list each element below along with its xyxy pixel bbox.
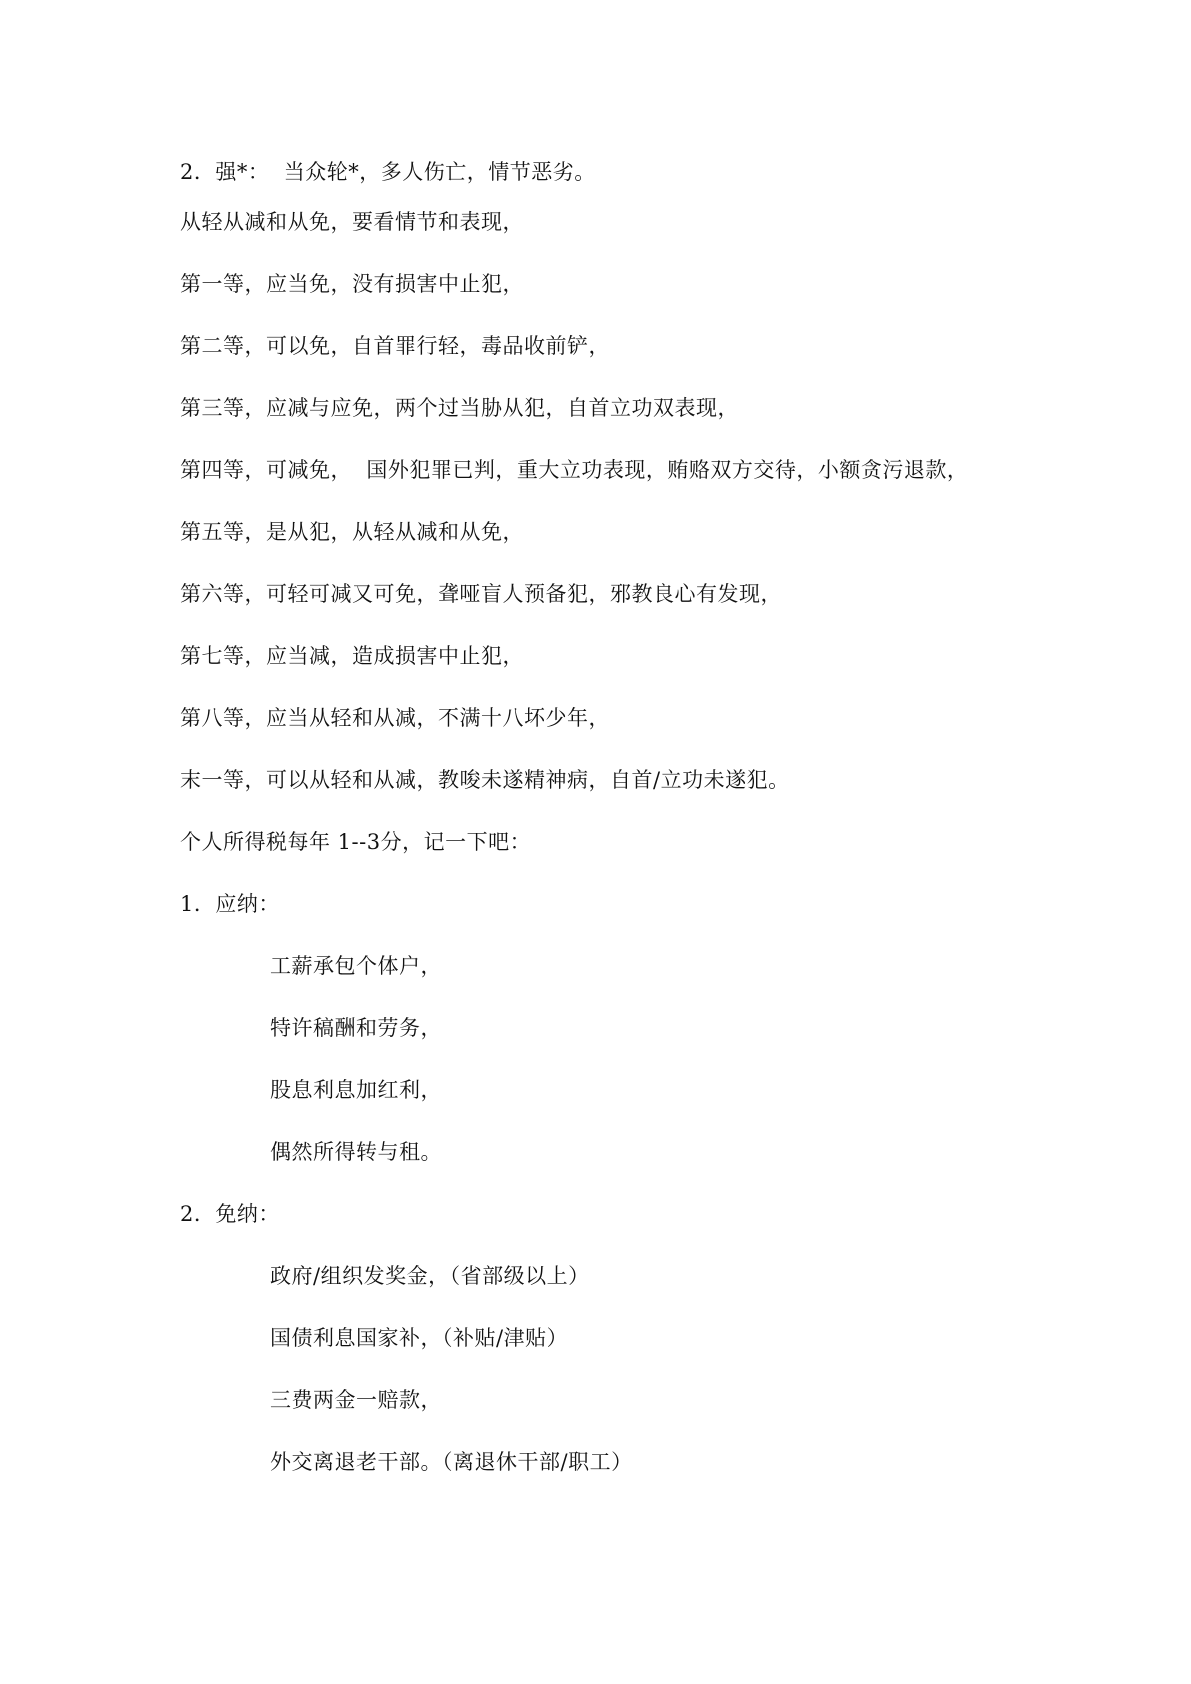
list-item-exempt-1: 政府/组织发奖金，（省部级以上） (270, 1264, 590, 1288)
list-item-exempt-4: 外交离退老干部。（离退休干部/职工） (270, 1450, 633, 1474)
text-line-robbery: 2．强*： 当众轮*，多人伤亡，情节恶劣。 (180, 160, 596, 184)
text-line-tax-intro: 个人所得税每年 1--3分，记一下吧： (180, 830, 532, 854)
text-line-level-2: 第二等，可以免，自首罪行轻，毒品收前铲， (180, 334, 610, 358)
text-line-last-level: 末一等，可以从轻和从减，教唆未遂精神病，自首/立功未遂犯。 (180, 768, 790, 792)
list-item-taxable-3: 股息利息加红利， (270, 1078, 442, 1102)
list-item-taxable-2: 特许稿酬和劳务， (270, 1016, 442, 1040)
text-line-level-8: 第八等，应当从轻和从减，不满十八坏少年， (180, 706, 610, 730)
list-item-exempt-3: 三费两金一赔款， (270, 1388, 442, 1412)
text-line-level-3: 第三等，应减与应免，两个过当胁从犯，自首立功双表现， (180, 396, 739, 420)
text-line-level-6: 第六等，可轻可减又可免，聋哑盲人预备犯，邪教良心有发现， (180, 582, 782, 606)
section-heading-exempt: 2．免纳： (180, 1202, 280, 1226)
text-line-level-1: 第一等，应当免，没有损害中止犯， (180, 272, 524, 296)
list-item-taxable-4: 偶然所得转与租。 (270, 1140, 442, 1164)
list-item-exempt-2: 国债利息国家补，（补贴/津贴） (270, 1326, 569, 1350)
section-heading-taxable: 1．应纳： (180, 892, 280, 916)
text-line-level-7: 第七等，应当减，造成损害中止犯， (180, 644, 524, 668)
text-line-level-5: 第五等，是从犯，从轻从减和从免， (180, 520, 524, 544)
text-line-level-4: 第四等，可减免， 国外犯罪已判，重大立功表现，贿赂双方交待，小额贪污退款， (180, 458, 969, 482)
list-item-taxable-1: 工薪承包个体户， (270, 954, 442, 978)
text-line-intro: 从轻从减和从免，要看情节和表现， (180, 210, 524, 234)
